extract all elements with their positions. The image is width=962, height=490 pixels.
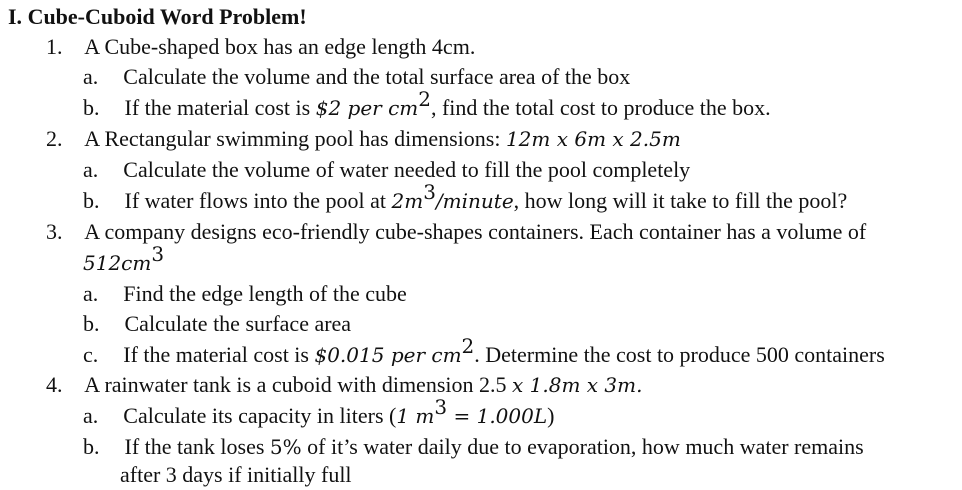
part-text: Calculate its capacity in liters ( xyxy=(123,403,397,428)
part-text-tail: . Determine the cost to produce 500 containers xyxy=(474,342,885,367)
problem-text: A company designs eco-friendly cube-shapes containers. Each container has a volume of xyxy=(84,219,867,244)
part-text: If the material cost is xyxy=(124,95,316,120)
math-expression: $2 per cm xyxy=(315,96,419,120)
part-label: c. xyxy=(83,342,99,367)
part-label: a. xyxy=(83,64,99,89)
math-superscript: 3 xyxy=(423,180,436,204)
math-expression: 512cm xyxy=(83,251,152,275)
section-number: I. xyxy=(8,4,23,29)
part-text: If the tank loses xyxy=(124,434,270,459)
problem-number: 3. xyxy=(46,219,63,244)
section-heading xyxy=(8,2,307,32)
part-text: Find the edge length of the cube xyxy=(123,281,407,306)
math-superscript: 3 xyxy=(151,242,165,266)
problem-1a xyxy=(83,62,630,92)
part-text: Calculate the volume and the total surface area of the box xyxy=(123,64,631,89)
problem-4a xyxy=(83,395,555,431)
part-label: a. xyxy=(83,403,99,428)
problem-3b xyxy=(83,309,351,339)
part-text: Calculate the volume of water needed to fill the pool completely xyxy=(123,157,691,182)
math-superscript: 2 xyxy=(418,87,431,111)
math-expression: 2m xyxy=(391,189,424,213)
problem-text: A Rectangular swimming pool has dimensions: xyxy=(84,126,506,151)
problem-number: 4. xyxy=(46,372,63,397)
math-expression-2: /minute xyxy=(435,189,514,213)
part-label: a. xyxy=(83,281,99,306)
math-superscript: 3 xyxy=(434,395,448,419)
problem-text: A Cube-shaped box has an edge length 4cm. xyxy=(84,34,476,59)
problem-4 xyxy=(46,370,642,400)
part-text-tail: , how long will it take to fill the pool? xyxy=(513,188,848,213)
part-label: a. xyxy=(83,157,99,182)
problem-3c xyxy=(83,334,885,370)
part-text-tail: , find the total cost to produce the box. xyxy=(430,95,771,120)
problem-1 xyxy=(46,32,475,62)
part-text-tail: of it’s water daily due to evaporation, how much water remains xyxy=(301,434,864,459)
math-superscript: 2 xyxy=(461,334,475,358)
problem-2 xyxy=(46,124,681,154)
part-text: Calculate the surface area xyxy=(124,311,352,336)
math-expression: $0.015 per cm xyxy=(314,343,462,367)
math-expression: 12m x 6m x 2.5m xyxy=(505,127,681,151)
part-text: after 3 days if initially full xyxy=(120,462,352,487)
problem-4b xyxy=(83,432,864,462)
problem-2b xyxy=(83,180,848,216)
part-label: b. xyxy=(83,188,100,213)
part-text-tail: ) xyxy=(547,403,555,428)
problem-number: 2. xyxy=(46,126,63,151)
section-title: Cube-Cuboid Word Problem! xyxy=(27,4,307,29)
part-label: b. xyxy=(83,311,100,336)
part-text: If water flows into the pool at xyxy=(124,188,392,213)
problem-2a xyxy=(83,155,690,185)
problem-4b-continuation xyxy=(120,460,352,490)
problem-number: 1. xyxy=(46,34,63,59)
problem-3a xyxy=(83,279,407,309)
part-label: b. xyxy=(83,95,100,120)
problem-3 xyxy=(46,217,866,247)
math-expression-2: = 1.000L xyxy=(447,404,548,428)
problem-3-continuation xyxy=(83,242,165,278)
problem-text: A rainwater tank is a cuboid with dimension 2.5 xyxy=(84,372,512,397)
math-expression: x 1.8m x 3m. xyxy=(512,373,643,397)
part-text: If the material cost is xyxy=(123,342,315,367)
problem-1b xyxy=(83,87,771,123)
math-expression: 5% xyxy=(269,435,302,459)
math-expression: 1 m xyxy=(396,404,435,428)
part-label: b. xyxy=(83,434,100,459)
